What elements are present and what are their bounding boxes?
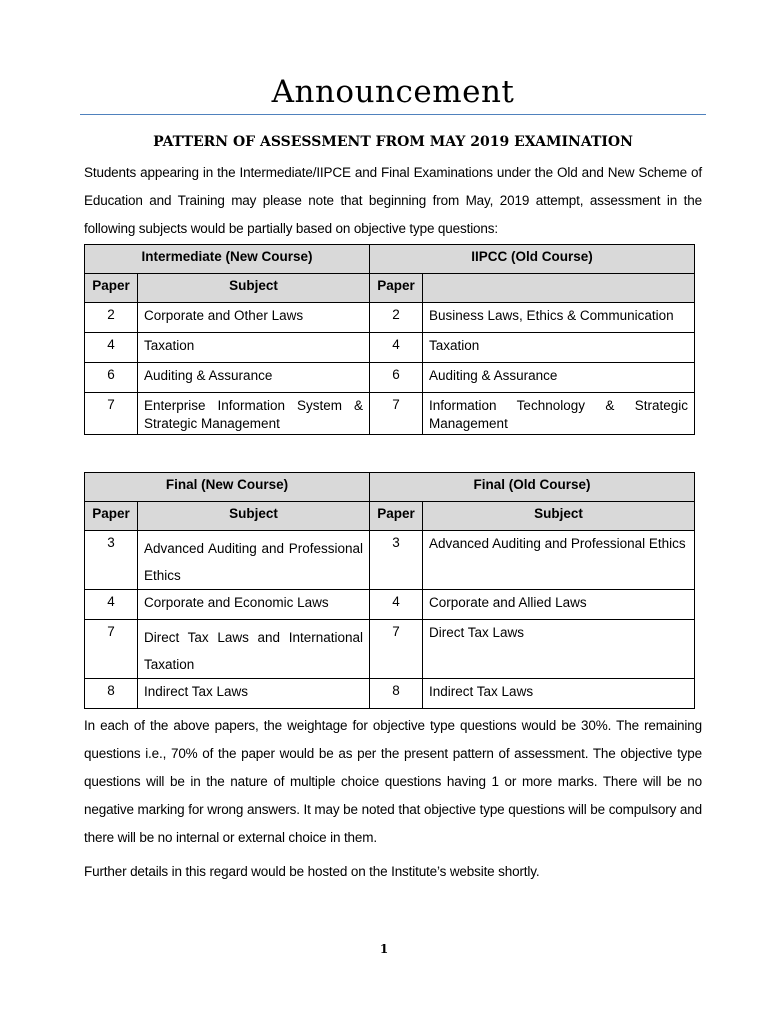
table-row (85, 363, 695, 393)
final-table (84, 472, 695, 709)
paper-number: 7 (370, 620, 423, 679)
col-header-subject: Subject (423, 502, 695, 531)
subject-line: Management (429, 416, 508, 431)
subject-line: Taxation (144, 657, 195, 672)
page-title: Announcement (271, 74, 515, 110)
table-header-final-old: Final (Old Course) (370, 473, 695, 502)
subject-name: Corporate and Allied Laws (423, 590, 695, 620)
intro-paragraph: Students appearing in the Intermediate/IIPCE and Final Examinations under the Old and New Scheme of Education and Training may please note that beginning from May, 2019 attempt, assessment in the following subjects would be partially based on objective type questions: (84, 165, 702, 236)
subject-name (138, 393, 370, 435)
subject-name (138, 531, 370, 590)
subject-line: Enterprise Information System & (144, 398, 364, 413)
paper-number: 4 (85, 590, 138, 620)
subject-name: Taxation (423, 333, 695, 363)
section-heading: PATTERN OF ASSESSMENT FROM MAY 2019 EXAMINATION (153, 134, 633, 150)
table-row (85, 393, 695, 435)
col-header-paper: Paper (370, 274, 423, 303)
subject-name: Corporate and Other Laws (138, 303, 370, 333)
subject-name: Business Laws, Ethics & Communication (423, 303, 695, 333)
paper-number: 7 (85, 393, 138, 435)
subject-name (423, 393, 695, 435)
paper-number: 3 (85, 531, 138, 590)
table-row (85, 679, 695, 709)
paper-number: 4 (370, 590, 423, 620)
paper-number: 7 (370, 393, 423, 435)
page-number: 1 (379, 942, 389, 956)
paper-number: 2 (85, 303, 138, 333)
paper-number: 8 (85, 679, 138, 709)
paper-number: 7 (85, 620, 138, 679)
paper-number: 4 (85, 333, 138, 363)
subject-name (138, 620, 370, 679)
subject-name: Indirect Tax Laws (138, 679, 370, 709)
paper-number: 8 (370, 679, 423, 709)
subject-name: Corporate and Economic Laws (138, 590, 370, 620)
weightage-paragraph: In each of the above papers, the weightage for objective type questions would be 30%. The remaining questions i.e., 70% of the paper would be as per the present pattern of assessment. The objective type questions will be in the nature of multiple choice questions having 1 or more marks. There will be no negative marking for wrong answers. It may be noted that objective type questions will be compulsory and there will be no internal or external choice in them. (84, 718, 702, 845)
table-header-ipcc: IIPCC (Old Course) (370, 245, 695, 274)
paper-number: 2 (370, 303, 423, 333)
subject-name: Advanced Auditing and Professional Ethics (423, 531, 695, 590)
table-header-intermediate: Intermediate (New Course) (85, 245, 370, 274)
col-header-paper: Paper (85, 502, 138, 531)
table-header-final-new: Final (New Course) (85, 473, 370, 502)
subject-line: Information Technology & Strategic (429, 398, 689, 413)
subject-line: Ethics (144, 568, 181, 583)
subject-name: Direct Tax Laws (423, 620, 695, 679)
intermediate-table (84, 244, 695, 435)
col-header-paper: Paper (370, 502, 423, 531)
col-header-subject: Subject (138, 502, 370, 531)
table-row (85, 333, 695, 363)
col-header-subject: Subject (138, 274, 370, 303)
paper-number: 6 (370, 363, 423, 393)
paper-number: 6 (85, 363, 138, 393)
subject-line: Direct Tax Laws and International (144, 630, 364, 645)
col-header-subject-empty (423, 274, 695, 303)
subject-line: Advanced Auditing and Professional (144, 541, 364, 556)
further-details-paragraph: Further details in this regard would be hosted on the Institute’s website shortly. (84, 864, 540, 879)
col-header-paper: Paper (85, 274, 138, 303)
title-divider (80, 114, 706, 115)
subject-name: Auditing & Assurance (138, 363, 370, 393)
paper-number: 3 (370, 531, 423, 590)
table-row (85, 620, 695, 679)
table-row (85, 590, 695, 620)
subject-line: Strategic Management (144, 416, 280, 431)
subject-name: Auditing & Assurance (423, 363, 695, 393)
table-row (85, 303, 695, 333)
document-page (84, 0, 702, 886)
subject-name: Indirect Tax Laws (423, 679, 695, 709)
paper-number: 4 (370, 333, 423, 363)
subject-name: Taxation (138, 333, 370, 363)
table-row (85, 531, 695, 590)
